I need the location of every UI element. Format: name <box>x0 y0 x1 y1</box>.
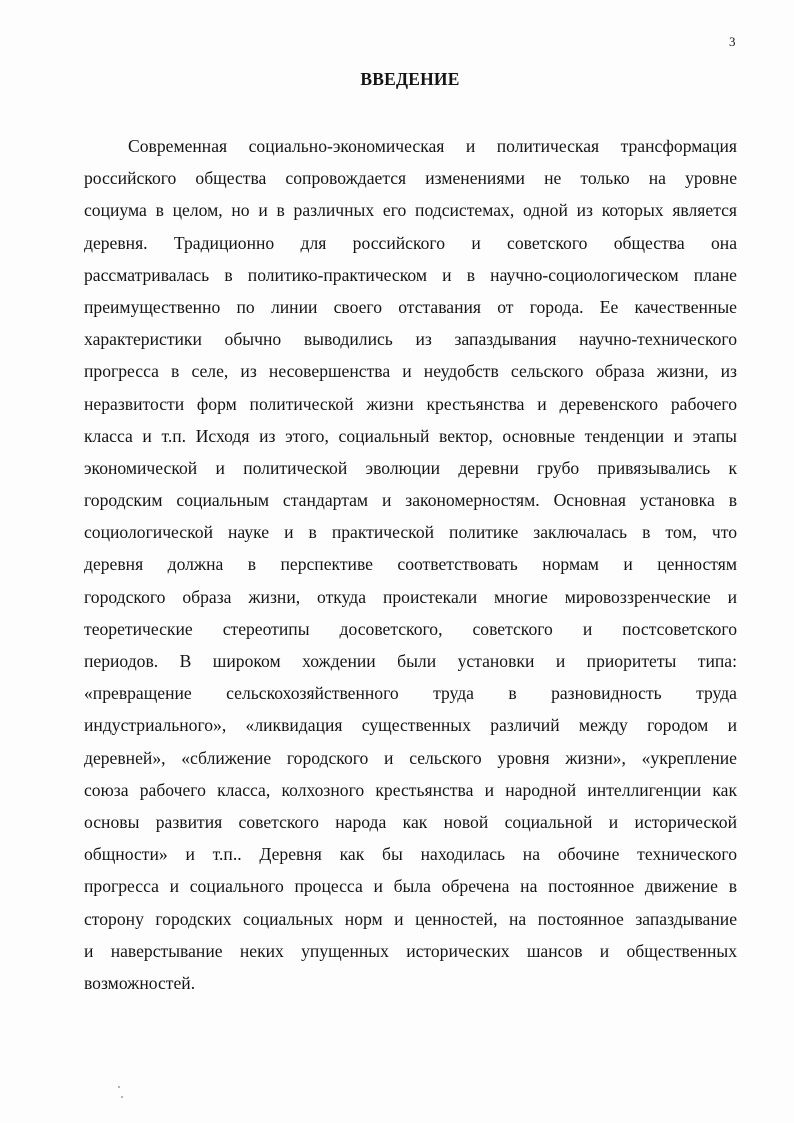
paragraph-line: характеристики обычно выводились из запаздывания научно-технического <box>84 329 737 350</box>
paragraph-line: городского образа жизни, откуда проистекали многие мировоззренческие и <box>84 586 737 607</box>
paragraph-line: периодов. В широком хождении были установки и приоритеты типа: <box>84 651 737 671</box>
paragraph-line: рассматривалась в политико-практическом и в научно-социологическом плане <box>84 264 737 285</box>
paragraph-line: индустриального», «ликвидация существенных различий между городом и <box>84 715 737 736</box>
paragraph-line: деревней», «сближение городского и сельского уровня жизни», «укрепление <box>84 747 737 768</box>
page-number: 3 <box>729 34 736 49</box>
paragraph-line: и наверстывание неких упущенных исторических шансов и общественных <box>84 940 737 961</box>
paragraph-line: класса и т.п. Исходя из этого, социальный вектор, основные тенденции и этапы <box>84 425 737 446</box>
paragraph-line: общности» и т.п.. Деревня как бы находилась на обочине технического <box>84 844 737 865</box>
paragraph-line: «превращение сельскохозяйственного труда в разновидность труда <box>84 683 737 704</box>
paragraph-line: социума в целом, но и в различных его подсистемах, одной из которых является <box>84 200 737 221</box>
paragraph-line: деревня должна в перспективе соответствовать нормам и ценностям <box>84 554 737 575</box>
scan-speck <box>118 1086 120 1088</box>
paragraph-line: союза рабочего класса, колхозного крестьянства и народной интеллигенции как <box>84 779 737 800</box>
paragraph-line: сторону городских социальных норм и ценностей, на постоянное запаздывание <box>84 908 737 929</box>
paragraph-line: прогресса в селе, из несовершенства и неудобств сельского образа жизни, из <box>84 361 737 382</box>
paragraph-line: экономической и политической эволюции деревни грубо привязывались к <box>84 457 737 478</box>
paragraph-line: российского общества сопровождается изменениями не только на уровне <box>84 168 737 189</box>
paragraph-line: преимущественно по линии своего отставания от города. Ее качественные <box>84 296 737 317</box>
paragraph-line: неразвитости форм политической жизни крестьянства и деревенского рабочего <box>84 393 737 414</box>
paragraph-line-last: возможностей. <box>84 972 196 993</box>
paragraph-line: основы развития советского народа как новой социальной и исторической <box>84 811 737 832</box>
introduction-paragraph <box>84 133 737 1002</box>
paragraph-line: городским социальным стандартам и закономерностям. Основная установка в <box>84 490 737 511</box>
paragraph-line: деревня. Традиционно для российского и советского общества она <box>84 232 737 253</box>
section-heading: ВВЕДЕНИЕ <box>360 69 460 89</box>
scan-speck <box>121 1096 123 1098</box>
paragraph-line: теоретические стереотипы досоветского, советского и постсоветского <box>84 618 737 639</box>
paragraph-line: прогресса и социального процесса и была обречена на постоянное движение в <box>84 876 737 897</box>
paragraph-line: социологической науке и в практической политике заключалась в том, что <box>84 522 737 543</box>
paragraph-line: Современная социально-экономическая и политическая трансформация <box>128 136 737 156</box>
